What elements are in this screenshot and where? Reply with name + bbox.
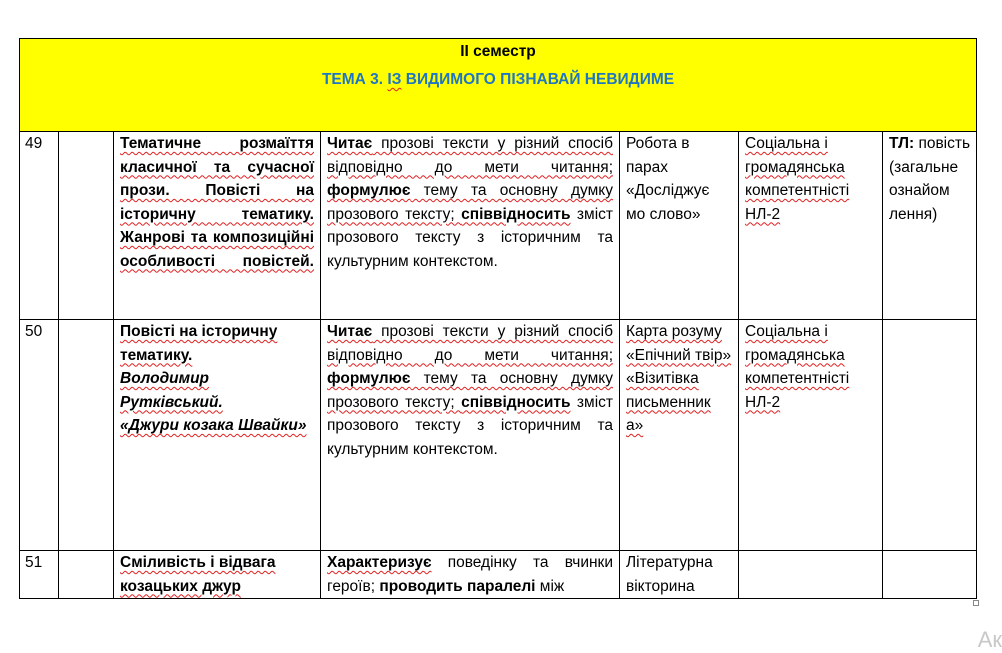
outcome-verb: формулює [327, 370, 411, 387]
method-line: Карта розуму «Епічний твір» [626, 323, 732, 364]
theme-underlined-word: ІЗ [387, 71, 402, 88]
teaching-method: Робота в парах «Досліджує мо слово» [620, 132, 739, 320]
outcome-verb: Характеризує [327, 554, 432, 571]
teaching-method [620, 320, 739, 551]
outcome-verb: формулює [327, 182, 411, 199]
learning-outcomes [321, 551, 620, 599]
notes-cell [883, 320, 977, 551]
lesson-topic-text: Тематичне розмаїття класичної та сучасної прози. Повісті на історичну тематику. Жанрові та композиційні особливості повістей. [120, 135, 314, 270]
outcome-text: зміст прозового тексту з історичним та культурним контекстом. [327, 205, 613, 270]
topic-work: «Джури козака Швайки» [120, 417, 307, 434]
lesson-plan-table [19, 38, 977, 599]
outcome-text: тему та основну думку прозового тексту; [327, 182, 613, 223]
notes-text: повість (загальне ознайом лення) [889, 135, 971, 223]
topic-author: Володимир Рутківський. [120, 370, 223, 411]
activation-watermark: Ак [977, 627, 1002, 652]
theme-title [26, 68, 970, 131]
notes-cell [883, 132, 977, 320]
lesson-number: 50 [20, 320, 59, 551]
outcome-verb: Читає [327, 135, 373, 152]
outcome-text: між [535, 577, 565, 595]
outcome-text: зміст прозового тексту з історичним та культурним контекстом. [327, 393, 613, 458]
date-cell [59, 320, 114, 551]
lesson-topic: Сміливість і відвага козацьких джур [114, 551, 321, 599]
competence: Соціальна і громадянська компетентністі НЛ-2 [739, 320, 883, 551]
table-row [20, 132, 977, 320]
topic-title: Повісті на історичну тематику. [120, 323, 278, 364]
outcome-verb: проводить паралелі [379, 577, 536, 595]
outcome-verb: співвідносить [461, 393, 571, 411]
competence: Соціальна і громадянська компетентністі НЛ-2 [739, 132, 883, 320]
method-line: «Візитівка письменник а» [626, 370, 711, 434]
notes-cell [883, 551, 977, 599]
lesson-topic [114, 132, 321, 320]
table-row [20, 320, 977, 551]
date-cell [59, 551, 114, 599]
outcome-verb: співвідносить [461, 205, 571, 223]
semester-banner-cell [20, 39, 977, 132]
theme-prefix: ТЕМА 3. [321, 71, 388, 88]
learning-outcomes [321, 320, 620, 551]
outcome-text: тему та основну думку прозового тексту; [327, 370, 613, 411]
table-resize-handle[interactable] [973, 600, 979, 606]
date-cell [59, 132, 114, 320]
outcome-text: прозові тексти у різний спосіб відповідно до мети читання; [327, 323, 613, 364]
semester-banner-row [20, 39, 977, 132]
semester-title: ІІ семестр [460, 43, 536, 60]
learning-outcomes [321, 132, 620, 320]
notes-label: ТЛ: [889, 135, 915, 152]
outcome-text: прозові тексти у різний спосіб відповідно до мети читання; [327, 135, 613, 176]
lesson-number: 51 [20, 551, 59, 599]
lesson-number: 49 [20, 132, 59, 320]
outcome-verb: Читає [327, 323, 373, 340]
table-row [20, 551, 977, 599]
competence [739, 551, 883, 599]
lesson-topic [114, 320, 321, 551]
outcome-text: поведінку та вчинки героїв; [327, 554, 613, 595]
theme-rest: ВИДИМОГО ПІЗНАВАЙ НЕВИДИМЕ [401, 71, 675, 88]
teaching-method: Літературна вікторина [620, 551, 739, 599]
